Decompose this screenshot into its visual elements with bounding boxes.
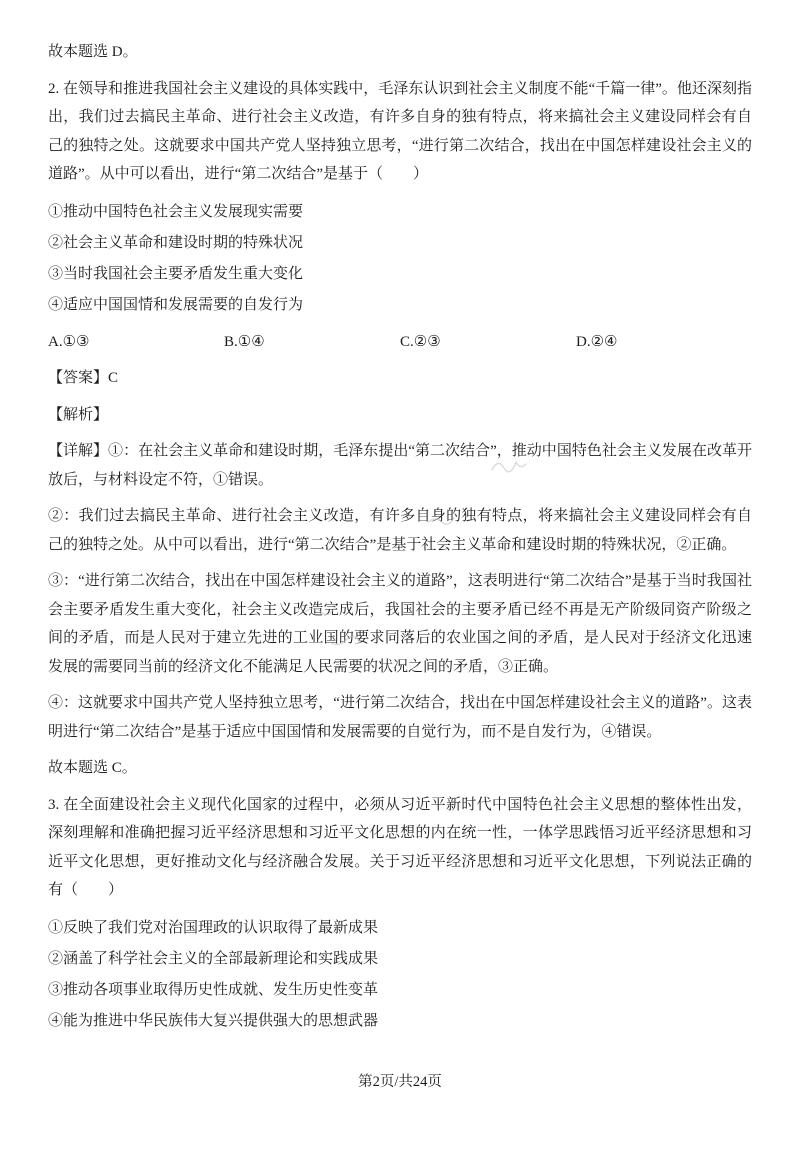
question-2-statements [48,197,752,320]
question-3-statement-4: ④能为推进中华民族伟大复兴提供强大的思想武器 [48,1012,379,1029]
question-2-choices [48,328,752,357]
question-2-choice-d: D.②④ [576,333,618,350]
question-3-stem: 3. 在全面建设社会主义现代化国家的过程中，必须从习近平新时代中国特色社会主义思想的整体性出发，深刻理解和准确把握习近平经济思想和习近平文化思想的内在统一性，一体学思践悟习近平经济思想和习近平文化思想，更好推动文化与经济融合发展。关于习近平经济思想和习近平文化思想，下列说法正确的有（ ） [48,796,752,898]
question-2-detail-4: ④：这就要求中国共产党人坚持独立思考，“进行第二次结合，找出在中国怎样建设社会主义的道路”。这表明进行“第二次结合”是基于适应中国国情和发展需要的自觉行为，而不是自发行为，④错误。 [48,695,752,740]
question-3-statements [48,913,752,1036]
question-3-statement-1: ①反映了我们党对治国理政的认识取得了最新成果 [48,919,379,936]
question-2-statement-2: ②社会主义革命和建设时期的特殊状况 [48,234,304,251]
question-2-stem: 2. 在领导和推进我国社会主义建设的具体实践中，毛泽东认识到社会主义制度不能“千篇一律”。他还深刻指出，我们过去搞民主革命、进行社会主义改造，有许多自身的独有特点，将来搞社会主义建设同样会有自己的独特之处。这就要求中国共产党人坚持独立思考，“进行第二次结合，找出在中国怎样建设社会主义的道路”。从中可以看出，进行“第二次结合”是基于（ ） [48,80,752,182]
prev-question-conclusion: 故本题选 D。 [48,44,138,60]
question-2-choice-b: B.①④ [224,333,265,350]
question-2-answer: 【答案】C [48,370,119,386]
question-2-analysis-label: 【解析】 [48,406,109,423]
question-2-conclusion: 故本题选 C。 [48,760,137,776]
question-2-detail-2: ②：我们过去搞民主革命、进行社会主义改造，有许多自身的独有特点，将来搞社会主义建设同样会有自己的独特之处。从中可以看出，进行“第二次结合”是基于社会主义革命和建设时期的特殊状况，②正确。 [48,508,752,553]
page-footer: 第2页/共24页 [358,1074,442,1090]
question-2-detail-1: 【详解】①：在社会主义革命和建设时期，毛泽东提出“第二次结合”，推动中国特色社会主义发展在改革开放后，与材料设定不符，①错误。 [48,443,752,488]
question-3-statement-3: ③推动各项事业取得历史性成就、发生历史性变革 [48,981,379,998]
question-2-choice-a: A.①③ [48,333,90,350]
question-2-choice-c: C.②③ [400,333,441,350]
question-2-statement-3: ③当时我国社会主要矛盾发生重大变化 [48,265,304,282]
question-3-statement-2: ②涵盖了科学社会主义的全部最新理论和实践成果 [48,950,379,967]
question-2-detail-3: ③：“进行第二次结合，找出在中国怎样建设社会主义的道路”，这表明进行“第二次结合”是基于当时我国社会主要矛盾发生重大变化，社会主义改造完成后，我国社会的主要矛盾已经不再是无产阶级同资产阶级之间的矛盾，而是人民对于建立先进的工业国的要求同落后的农业国之间的矛盾，是人民对于经济文化迅速发展的需要同当前的经济文化不能满足人民需要的状况之间的矛盾，③正确。 [48,573,752,675]
question-2-statement-1: ①推动中国特色社会主义发展现实需要 [48,203,304,220]
question-2-statement-4: ④适应中国国情和发展需要的自发行为 [48,296,304,313]
